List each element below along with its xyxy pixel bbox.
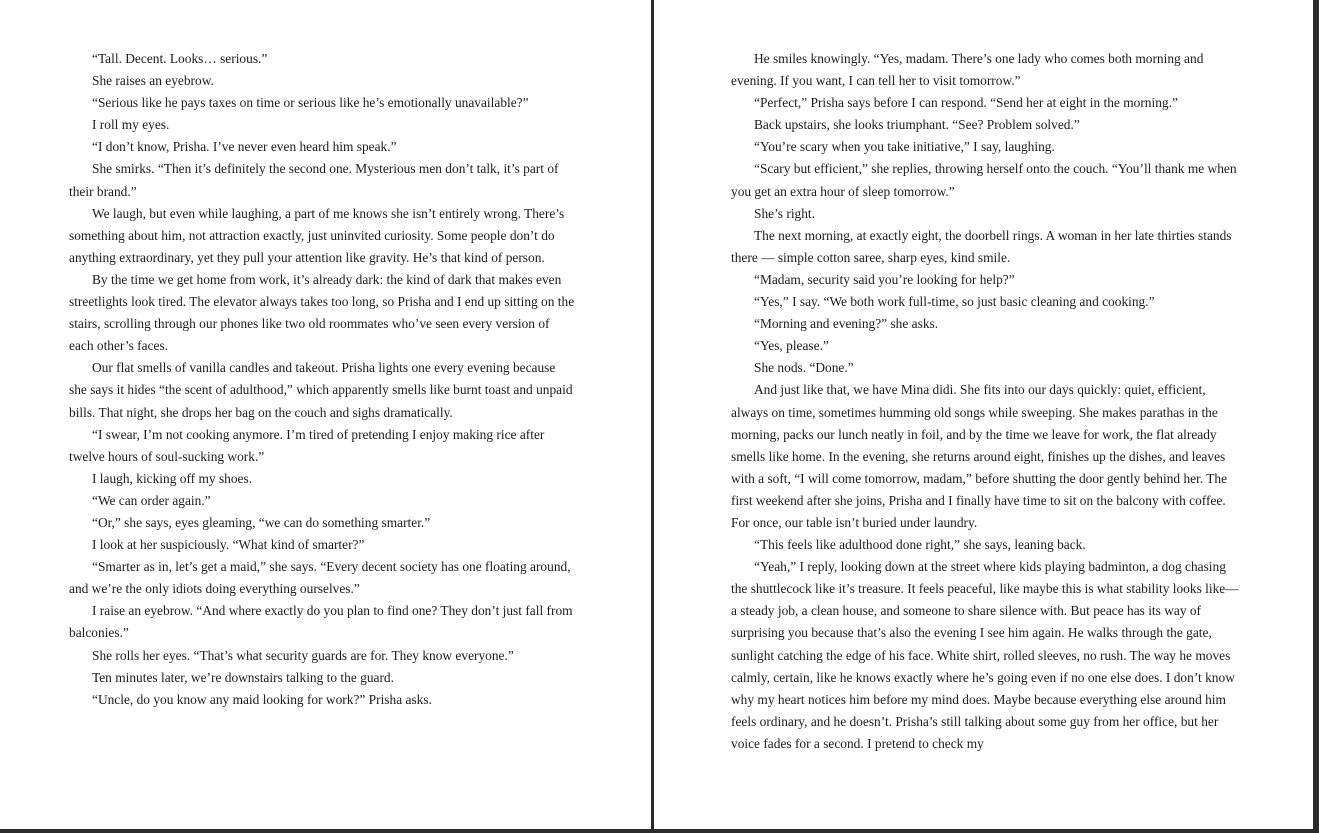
paragraph: “Scary but efficient,” she replies, throwing herself onto the couch. “You’ll thank me when you get an extra hour of sleep tomorrow.”: [731, 161, 1237, 199]
paragraph: “Madam, security said you’re looking for help?”: [754, 271, 1015, 287]
paragraph: “Serious like he pays taxes on time or serious like he’s emotionally unavailable?”: [92, 95, 529, 111]
paragraph: She smirks. “Then it’s definitely the second one. Mysterious men don’t talk, it’s part of their brand.”: [69, 161, 559, 199]
page-edge-bottom: [0, 829, 1319, 833]
right-page-text: [731, 48, 1241, 755]
paragraph: “You’re scary when you take initiative,” I say, laughing.: [754, 139, 1055, 155]
left-page: [0, 0, 651, 829]
paragraph: Ten minutes later, we’re downstairs talking to the guard.: [92, 669, 394, 685]
paragraph: “Morning and evening?” she asks.: [754, 316, 939, 332]
paragraph: “Yeah,” I reply, looking down at the street where kids playing badminton, a dog chasing the shuttlecock like it’s treasure. It feels peaceful, like maybe this is what stability looks like—a steady job, a clean house, and someone to share silence with. But peace has its way of surprising you because that’s also the evening I see him again. He walks through the gate, sunlight catching the edge of his face. White shirt, rolled sleeves, no rush. The way he moves calmly, certain, like he knows exactly where he’s going even if no one else does. I don’t know why my heart notices him before my mind does. Maybe because everything else around him feels ordinary, and he doesn’t. Prisha’s still talking about some guy from her office, but her voice fades for a second. I pretend to check my: [731, 559, 1239, 751]
paragraph: She rolls her eyes. “That’s what security guards are for. They know everyone.”: [92, 647, 514, 663]
paragraph: She raises an eyebrow.: [92, 73, 214, 89]
paragraph: “We can order again.”: [92, 492, 211, 508]
paragraph: “Yes,” I say. “We both work full-time, so just basic cleaning and cooking.”: [754, 294, 1155, 310]
paragraph: She nods. “Done.”: [754, 360, 854, 376]
paragraph: She’s right.: [754, 205, 816, 221]
left-page-text: [69, 48, 575, 711]
paragraph: Our flat smells of vanilla candles and takeout. Prisha lights one every evening because she says it hides “the scent of adulthood,” which apparently smells like burnt toast and unpaid bills. That night, she drops her bag on the couch and sighs dramatically.: [69, 360, 573, 420]
paragraph: “Smarter as in, let’s get a maid,” she says. “Every decent society has one floating around, and we’re the only idiots doing everything ourselves.”: [69, 559, 571, 597]
paragraph: “Uncle, do you know any maid looking for work?” Prisha asks.: [92, 691, 432, 707]
paragraph: “This feels like adulthood done right,” she says, leaning back.: [754, 537, 1086, 553]
paragraph: We laugh, but even while laughing, a part of me knows she isn’t entirely wrong. There’s something about him, not attraction exactly, just uninvited curiosity. Some people don’t do anything extraordinary, yet they pull your attention like gravity. He’s that kind of person.: [69, 205, 565, 265]
paragraph: I raise an eyebrow. “And where exactly do you plan to find one? They don’t just fall from balconies.”: [69, 603, 573, 641]
paragraph: He smiles knowingly. “Yes, madam. There’s one lady who comes both morning and evening. If you want, I can tell her to visit tomorrow.”: [731, 51, 1204, 89]
paragraph: “Yes, please.”: [754, 338, 829, 354]
paragraph: The next morning, at exactly eight, the doorbell rings. A woman in her late thirties stands there — simple cotton saree, sharp eyes, kind smile.: [731, 227, 1232, 265]
paragraph: “I swear, I’m not cooking anymore. I’m tired of pretending I enjoy making rice after twelve hours of soul-sucking work.”: [69, 426, 545, 464]
paragraph: I look at her suspiciously. “What kind of smarter?”: [92, 537, 365, 553]
paragraph: “I don’t know, Prisha. I’ve never even heard him speak.”: [92, 139, 397, 155]
paragraph: By the time we get home from work, it’s already dark: the kind of dark that makes even streetlights look tired. The elevator always takes too long, so Prisha and I end up sitting on the stairs, scrolling through our phones like two old roommates who’ve seen every version of each other’s faces.: [69, 271, 575, 354]
paragraph: “Tall. Decent. Looks… serious.”: [92, 51, 268, 66]
paragraph: I roll my eyes.: [92, 117, 170, 133]
paragraph: And just like that, we have Mina didi. She fits into our days quickly: quiet, efficient, always on time, sometimes humming old songs while sweeping. She makes parathas in the morning, packs our lunch neatly in foil, and by the time we leave for work, the flat already smells like home. In the evening, she returns around eight, finishes up the dishes, and leaves with a soft, “I will come tomorrow, madam,” before shutting the door gently behind her. The first weekend after she joins, Prisha and I finally have time to sit on the balcony with coffee. For once, our table isn’t buried under laundry.: [731, 382, 1228, 530]
right-page: [654, 0, 1313, 829]
paragraph: Back upstairs, she looks triumphant. “See? Problem solved.”: [754, 117, 1080, 133]
paragraph: “Or,” she says, eyes gleaming, “we can do something smarter.”: [92, 514, 431, 530]
paragraph: “Perfect,” Prisha says before I can respond. “Send her at eight in the morning.”: [754, 95, 1178, 111]
page-edge-right: [1313, 0, 1319, 833]
paragraph: I laugh, kicking off my shoes.: [92, 470, 253, 486]
